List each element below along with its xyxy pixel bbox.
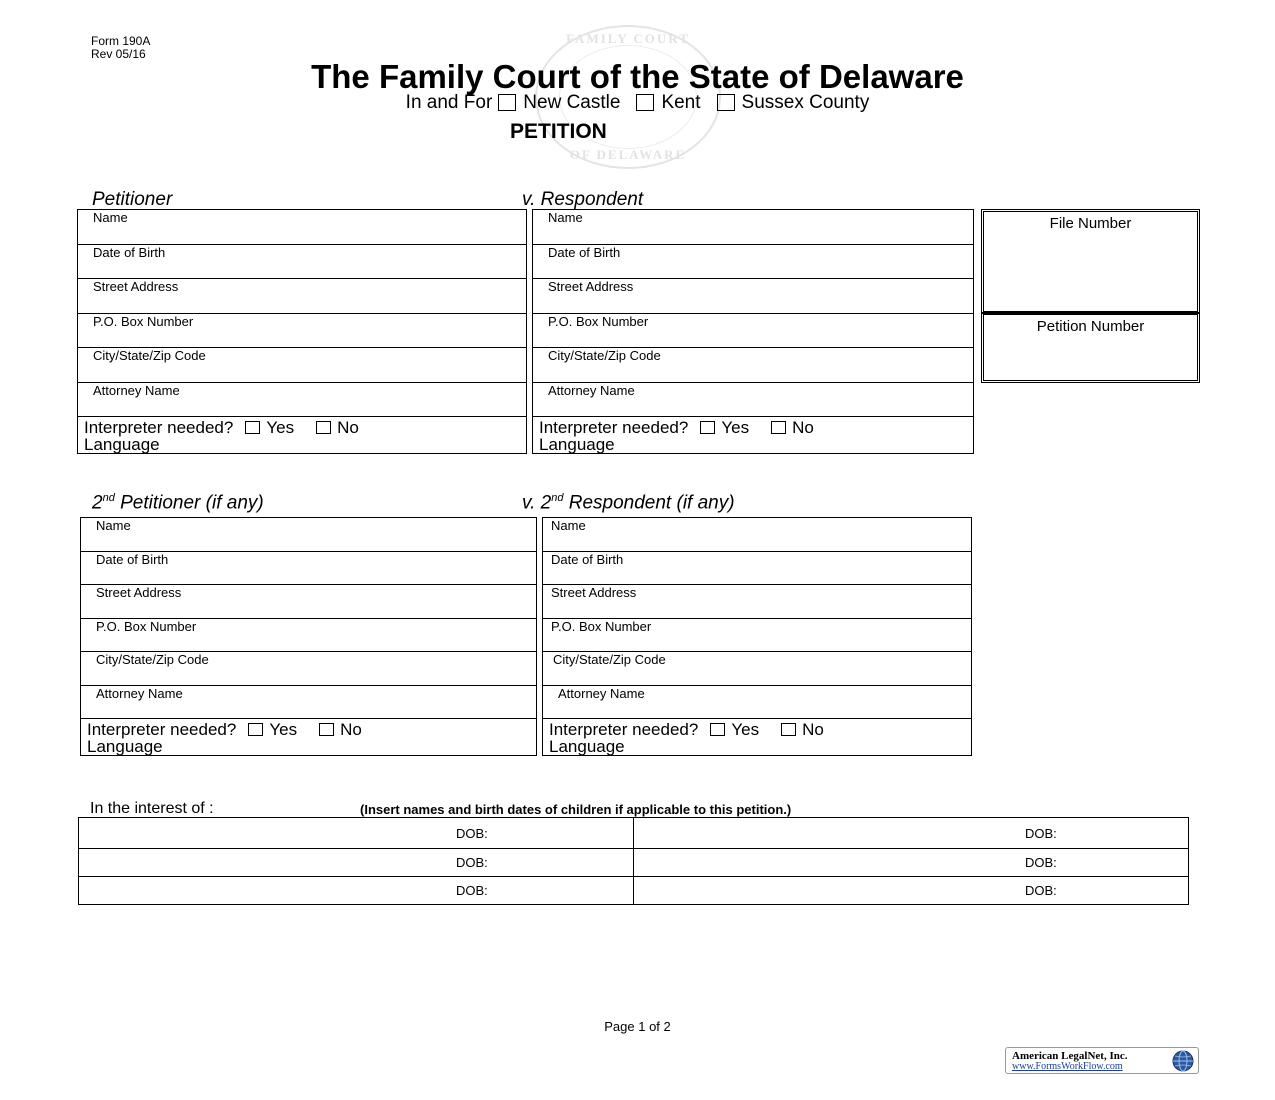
field-label: Date of Birth	[93, 245, 166, 260]
second-respondent-prefix: v. 2	[522, 492, 552, 514]
petitioner-city-field[interactable]	[78, 348, 527, 383]
language-label: Language	[539, 435, 615, 454]
respondent-street-field[interactable]	[533, 279, 974, 314]
field-label: Name	[93, 210, 128, 225]
interpreter-label: Interpreter needed?	[87, 720, 237, 739]
second-petitioner-street-field[interactable]	[81, 585, 537, 619]
yes-label: Yes	[266, 418, 295, 437]
field-label: Name	[551, 518, 586, 533]
language-label: Language	[84, 435, 160, 454]
field-label: P.O. Box Number	[551, 619, 652, 634]
dob-label: DOB:	[1025, 855, 1057, 870]
child-cell[interactable]	[79, 818, 634, 849]
no-label: No	[340, 720, 362, 739]
second-petitioner-attorney-field[interactable]	[81, 686, 537, 719]
respondent-attorney-field[interactable]	[533, 383, 974, 417]
second-petitioner-heading	[92, 492, 264, 514]
dob-label: DOB:	[1025, 825, 1057, 841]
interpreter-label: Interpreter needed?	[84, 418, 234, 437]
child-cell[interactable]	[634, 818, 1189, 849]
respondent-dob-field[interactable]	[533, 245, 974, 279]
no-label: No	[792, 418, 814, 437]
interest-label: In the interest of :	[90, 800, 214, 817]
field-label: City/State/Zip Code	[93, 348, 206, 363]
child-cell[interactable]	[79, 849, 634, 877]
dob-label: DOB:	[456, 855, 488, 870]
interpreter-label: Interpreter needed?	[549, 720, 699, 739]
petitioner-interpreter-row	[78, 417, 527, 454]
field-label: P.O. Box Number	[548, 314, 649, 329]
logo-company: American LegalNet, Inc.	[1012, 1050, 1128, 1062]
child-cell[interactable]	[79, 877, 634, 905]
petitioner-heading: Petitioner	[92, 189, 173, 210]
language-label: Language	[87, 737, 163, 756]
second-respondent-suffix: Respondent (if any)	[563, 492, 735, 514]
second-petitioner-table	[80, 517, 537, 756]
court-title: The Family Court of the State of Delaware	[311, 58, 964, 95]
globe-icon	[1171, 1049, 1195, 1073]
yes-label: Yes	[269, 720, 298, 739]
child-cell[interactable]	[634, 849, 1189, 877]
second-petitioner-city-field[interactable]	[81, 652, 537, 686]
field-label: City/State/Zip Code	[548, 348, 661, 363]
second-prefix: 2	[92, 492, 103, 514]
field-label: Name	[548, 210, 583, 225]
kent-label: Kent	[661, 92, 701, 113]
second-respondent-attorney-field[interactable]	[543, 686, 972, 719]
no-label: No	[337, 418, 359, 437]
second-respondent-street-field[interactable]	[543, 585, 972, 619]
file-number-label: File Number	[1049, 215, 1132, 232]
yes-label: Yes	[731, 720, 760, 739]
seal-top-text: FAMILY COURT	[566, 31, 690, 46]
field-label: Street Address	[93, 279, 179, 294]
form-number: Form 190A	[91, 34, 151, 48]
field-label: Street Address	[96, 585, 182, 600]
interpreter-no-checkbox[interactable]	[319, 723, 334, 736]
second-sup: nd	[551, 492, 564, 504]
field-label: Attorney Name	[558, 686, 645, 701]
second-petitioner-name-field[interactable]	[81, 518, 537, 552]
dob-label: DOB:	[1025, 883, 1057, 898]
new-castle-checkbox[interactable]	[498, 94, 516, 111]
field-label: P.O. Box Number	[93, 314, 194, 329]
child-cell[interactable]	[634, 877, 1189, 905]
language-label: Language	[549, 737, 625, 756]
interpreter-label: Interpreter needed?	[539, 418, 689, 437]
interpreter-no-checkbox[interactable]	[781, 723, 796, 736]
field-label: Name	[96, 518, 131, 533]
file-number-box[interactable]	[981, 209, 1200, 314]
respondent-pobox-field[interactable]	[533, 314, 974, 348]
field-label: City/State/Zip Code	[553, 652, 666, 667]
dob-label: DOB:	[456, 883, 488, 898]
petition-number-label: Petition Number	[1036, 318, 1145, 335]
interpreter-yes-checkbox[interactable]	[700, 421, 715, 434]
no-label: No	[802, 720, 824, 739]
second-respondent-table	[542, 517, 972, 756]
second-respondent-name-field[interactable]	[543, 518, 972, 552]
seal-bottom-text: OF DELAWARE	[569, 147, 687, 162]
respondent-city-field[interactable]	[533, 348, 974, 383]
children-table	[78, 817, 1189, 905]
petitioner-street-field[interactable]	[78, 279, 527, 314]
field-label: Street Address	[548, 279, 634, 294]
respondent-table	[532, 209, 974, 454]
field-label: Date of Birth	[96, 552, 169, 567]
field-label: Attorney Name	[548, 383, 635, 398]
kent-checkbox[interactable]	[636, 94, 654, 111]
second-petitioner-dob-field[interactable]	[81, 552, 537, 585]
new-castle-label: New Castle	[523, 92, 621, 113]
sussex-checkbox[interactable]	[717, 94, 735, 111]
logo-url[interactable]: www.FormsWorkFlow.com	[1012, 1061, 1123, 1072]
second-respondent-pobox-field[interactable]	[543, 619, 972, 652]
second-petitioner-interpreter-row	[81, 719, 537, 756]
page-number: Page 1 of 2	[604, 1019, 671, 1034]
document-title: PETITION	[510, 120, 607, 143]
field-label: Attorney Name	[96, 686, 183, 701]
petitioner-attorney-field[interactable]	[78, 383, 527, 417]
interpreter-yes-checkbox[interactable]	[245, 421, 260, 434]
form-revision: Rev 05/16	[91, 47, 146, 61]
petition-number-box[interactable]	[981, 312, 1200, 383]
children-instruction: (Insert names and birth dates of children if applicable to this petition.)	[360, 802, 792, 817]
interpreter-yes-checkbox[interactable]	[710, 723, 725, 736]
second-respondent-heading	[522, 492, 735, 514]
interpreter-no-checkbox[interactable]	[771, 421, 786, 434]
interpreter-yes-checkbox[interactable]	[248, 723, 263, 736]
second-petitioner-suffix: Petitioner (if any)	[114, 492, 264, 514]
county-selector	[0, 92, 1275, 114]
dob-label: DOB:	[456, 825, 488, 841]
petitioner-pobox-field[interactable]	[78, 314, 527, 348]
field-label: P.O. Box Number	[96, 619, 197, 634]
respondent-heading: v. Respondent	[522, 189, 644, 210]
interpreter-no-checkbox[interactable]	[316, 421, 331, 434]
second-respondent-interpreter-row	[543, 719, 972, 756]
respondent-interpreter-row	[533, 417, 974, 454]
second-respondent-dob-field[interactable]	[543, 552, 972, 585]
second-petitioner-pobox-field[interactable]	[81, 619, 537, 652]
field-label: Street Address	[551, 585, 637, 600]
petitioner-name-field[interactable]	[78, 210, 527, 245]
yes-label: Yes	[721, 418, 750, 437]
field-label: Attorney Name	[93, 383, 180, 398]
sussex-label: Sussex County	[741, 92, 870, 113]
publisher-logo[interactable]	[1005, 1047, 1199, 1074]
in-and-for-label: In and For	[405, 92, 493, 113]
second-sup: nd	[102, 492, 115, 504]
field-label: City/State/Zip Code	[96, 652, 209, 667]
second-respondent-city-field[interactable]	[543, 652, 972, 686]
respondent-name-field[interactable]	[533, 210, 974, 245]
field-label: Date of Birth	[551, 552, 624, 567]
petitioner-table	[77, 209, 527, 454]
field-label: Date of Birth	[548, 245, 621, 260]
petitioner-dob-field[interactable]	[78, 245, 527, 279]
